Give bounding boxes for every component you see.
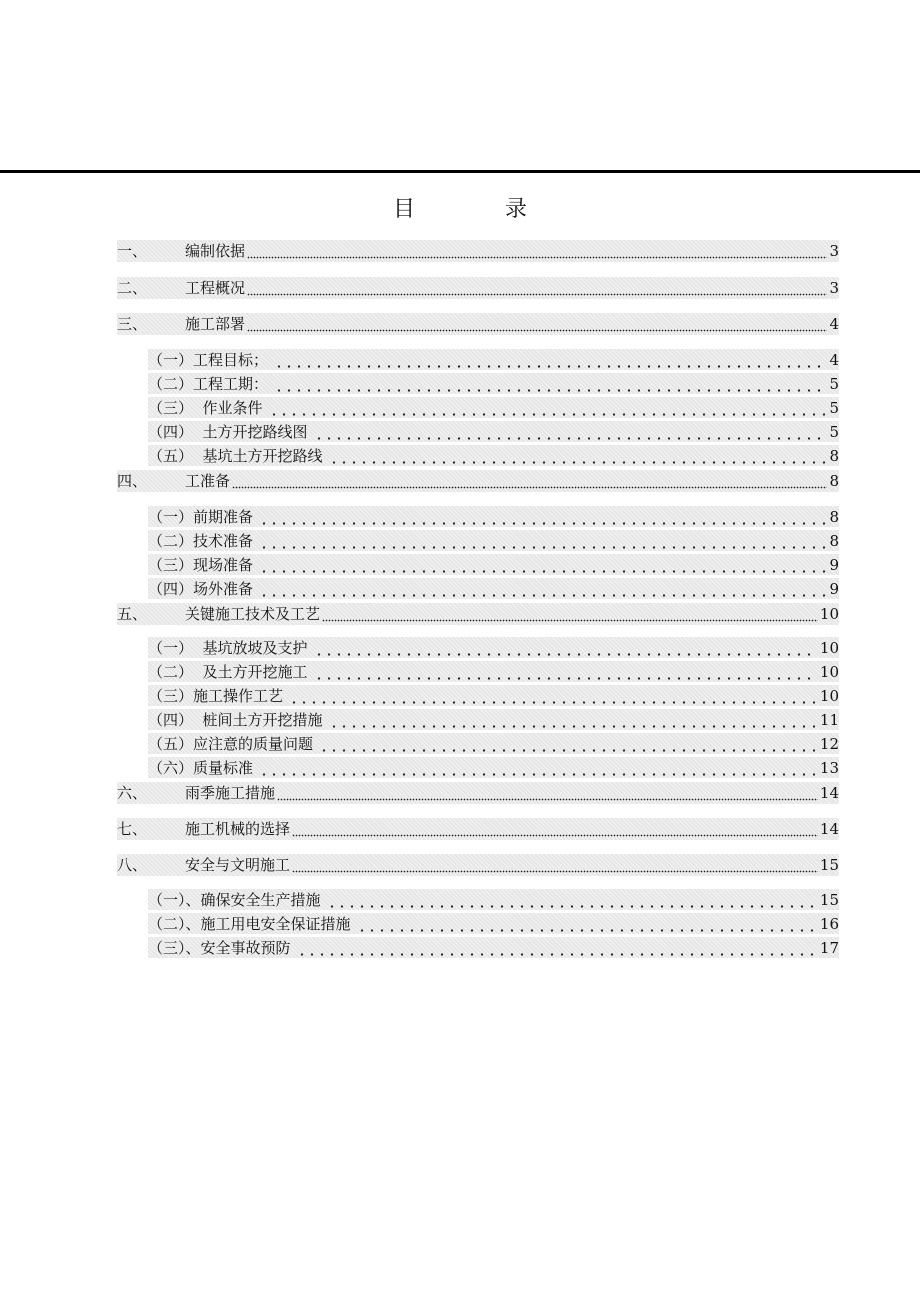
toc-entry-label: 技术准备	[193, 531, 254, 550]
toc-leader-dots	[259, 579, 827, 599]
toc-subentry[interactable]	[148, 445, 839, 466]
toc-entry-number: 四、	[117, 472, 148, 490]
toc-leader-dots	[297, 938, 818, 958]
toc-entry-label: 工准备	[185, 472, 231, 490]
toc-entry-page: 15	[819, 890, 839, 909]
toc-entry-page: 10	[819, 662, 839, 681]
toc-entry-label: 安全与文明施工	[185, 856, 291, 874]
toc-entry-number: （四）	[148, 422, 194, 441]
toc-leader-dots	[274, 374, 827, 394]
toc-entry-label: 安全事故预防	[200, 938, 291, 957]
toc-entry-page: 15	[819, 856, 839, 874]
toc-entry-label: 雨季施工措施	[185, 784, 276, 802]
toc-leader-dots	[314, 422, 828, 442]
toc-subentry[interactable]	[148, 637, 839, 658]
toc-entry-label: 土方开挖路线图	[193, 422, 308, 441]
toc-leader-dots	[327, 890, 818, 910]
toc-entry[interactable]	[117, 313, 839, 335]
toc-entry-page: 3	[829, 242, 839, 260]
toc-subentry[interactable]	[148, 685, 839, 706]
toc-entry-number: （二）	[148, 531, 194, 550]
toc-entry-page: 14	[819, 784, 839, 802]
toc-entry-page: 9	[829, 579, 839, 598]
toc-subentry[interactable]	[148, 709, 839, 730]
toc-entry-number: 二、	[117, 279, 148, 297]
toc-subentry[interactable]	[148, 554, 839, 575]
toc-leader-dots	[269, 398, 828, 418]
toc-leader-dots	[232, 471, 827, 491]
toc-subentry[interactable]	[148, 757, 839, 778]
toc-entry-label: 施工用电安全保证措施	[200, 914, 351, 933]
toc-entry[interactable]	[117, 603, 839, 625]
toc-entry-number: （三）、	[148, 938, 201, 957]
toc-entry-number: 一、	[117, 242, 148, 260]
toc-entry-label: 及土方开挖施工	[193, 662, 308, 681]
toc-entry-label: 关键施工技术及工艺	[185, 605, 321, 623]
toc-leader-dots	[329, 710, 818, 730]
toc-entry-number: （四）	[148, 710, 194, 729]
toc-entry-number: （六）	[148, 758, 194, 777]
toc-entry-number: （二）	[148, 662, 194, 681]
toc-entry-label: 作业条件	[193, 398, 263, 417]
toc-entry-page: 4	[829, 350, 839, 369]
toc-entry-page: 3	[829, 279, 839, 297]
toc-entry-page: 9	[829, 555, 839, 574]
toc-entry-page: 8	[829, 472, 839, 490]
toc-leader-dots	[319, 734, 818, 754]
toc-leader-dots	[259, 531, 827, 551]
toc-entry-label: 编制依据	[185, 242, 246, 260]
toc-entry-page: 14	[819, 820, 839, 838]
toc-entry-page: 16	[819, 914, 839, 933]
toc-entry[interactable]	[117, 818, 839, 840]
toc-subentry[interactable]	[148, 578, 839, 599]
toc-leader-dots	[259, 555, 827, 575]
toc-leader-dots	[247, 241, 827, 261]
toc-entry-label: 工程概况	[185, 279, 246, 297]
toc-entry-number: （四）	[148, 579, 194, 598]
toc-entry-page: 8	[829, 446, 839, 465]
toc-entry-label: 工程工期：	[193, 374, 269, 393]
toc-entry-number: （三）	[148, 398, 194, 417]
toc-entry-number: （一）	[148, 507, 194, 526]
toc-entry-page: 10	[819, 605, 839, 623]
toc-entry[interactable]	[117, 277, 839, 299]
toc-entry-label: 确保安全生产措施	[200, 890, 321, 909]
toc-entry-number: 七、	[117, 820, 148, 838]
toc-entry[interactable]	[117, 470, 839, 492]
toc-entry-page: 5	[829, 422, 839, 441]
toc-entry-page: 5	[829, 374, 839, 393]
toc-entry-label: 前期准备	[193, 507, 254, 526]
toc-leader-dots	[247, 278, 827, 298]
toc-entry-page: 12	[819, 734, 839, 753]
toc-leader-dots	[292, 855, 818, 875]
page-title: 目 录	[392, 197, 561, 222]
toc-leader-dots	[314, 662, 818, 682]
toc-leader-dots	[277, 783, 818, 803]
toc-leader-dots	[314, 638, 818, 658]
toc-entry-number: （二）、	[148, 914, 201, 933]
toc-entry[interactable]	[117, 240, 839, 262]
toc-subentry[interactable]	[148, 661, 839, 682]
toc-subentry[interactable]	[148, 421, 839, 442]
toc-leader-dots	[259, 507, 827, 527]
toc-entry-page: 17	[819, 938, 839, 957]
toc-entry-number: （三）	[148, 555, 194, 574]
toc-leader-dots	[259, 758, 818, 778]
toc-entry-number: （一）	[148, 638, 194, 657]
toc-subentry[interactable]	[148, 913, 839, 934]
toc-entry-number: （五）	[148, 446, 194, 465]
toc-leader-dots	[292, 819, 818, 839]
toc-entry-number: 六、	[117, 784, 148, 802]
toc-subentry[interactable]	[148, 506, 839, 527]
toc-entry-page: 13	[819, 758, 839, 777]
toc-entry-label: 质量标准	[193, 758, 254, 777]
toc-leader-dots	[322, 604, 818, 624]
toc-entry-number: （一）	[148, 350, 194, 369]
toc-subentry[interactable]	[148, 397, 839, 418]
toc-entry-label: 应注意的质量问题	[193, 734, 314, 753]
toc-entry-label: 施工机械的选择	[185, 820, 291, 838]
toc-entry-label: 施工操作工艺	[193, 686, 284, 705]
toc-leader-dots	[329, 446, 828, 466]
toc-entry-label: 施工部署	[185, 315, 246, 333]
toc-entry-number: 五、	[117, 605, 148, 623]
toc-subentry[interactable]	[148, 349, 839, 370]
toc-subentry[interactable]	[148, 937, 839, 958]
toc-subentry[interactable]	[148, 733, 839, 754]
toc-entry-label: 桩间土方开挖措施	[193, 710, 323, 729]
toc-entry[interactable]	[117, 782, 839, 804]
toc-entry-page: 8	[829, 531, 839, 550]
toc-entry[interactable]	[117, 854, 839, 876]
toc-subentry[interactable]	[148, 530, 839, 551]
toc-entry-page: 8	[829, 507, 839, 526]
toc-entry-label: 基坑土方开挖路线	[193, 446, 323, 465]
toc-entry-label: 场外准备	[193, 579, 254, 598]
toc-entry-label: 工程目标；	[193, 350, 269, 369]
toc-entry-number: （二）	[148, 374, 194, 393]
toc-leader-dots	[289, 686, 818, 706]
toc-entry-page: 10	[819, 686, 839, 705]
toc-entry-label: 现场准备	[193, 555, 254, 574]
toc-entry-number: （三）	[148, 686, 194, 705]
toc-entry-number: （一）、	[148, 890, 201, 909]
toc-entry-page: 4	[829, 315, 839, 333]
toc-entry-label: 基坑放坡及支护	[193, 638, 308, 657]
toc-entry-page: 5	[829, 398, 839, 417]
toc-subentry[interactable]	[148, 373, 839, 394]
toc-leader-dots	[274, 350, 827, 370]
toc-leader-dots	[247, 314, 827, 334]
toc-entry-number: 八、	[117, 856, 148, 874]
toc-subentry[interactable]	[148, 889, 839, 910]
toc-leader-dots	[357, 914, 818, 934]
toc-entry-page: 10	[819, 638, 839, 657]
toc-entry-number: 三、	[117, 315, 148, 333]
toc-entry-number: （五）	[148, 734, 194, 753]
toc-entry-page: 11	[819, 710, 839, 729]
